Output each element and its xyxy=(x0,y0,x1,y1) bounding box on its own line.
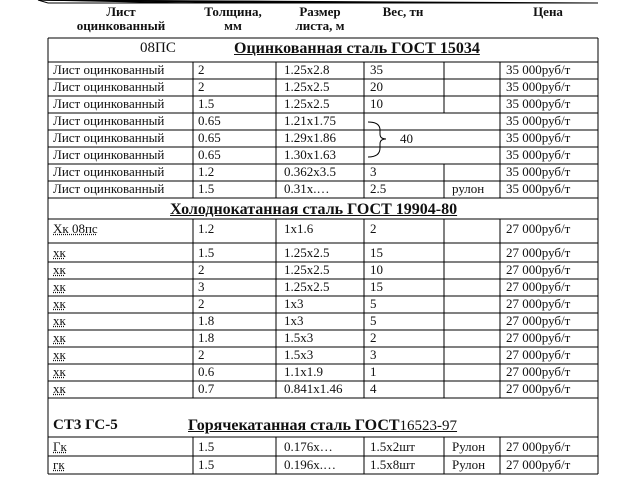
name-cell: Лист оцинкованный xyxy=(53,113,165,128)
size-cell: 0.176х… xyxy=(284,439,333,454)
thickness-cell: 0.65 xyxy=(198,130,221,145)
size-cell: 1.25x2.8 xyxy=(284,62,330,77)
weight-cell: 2 xyxy=(370,330,377,345)
weight-cell: 1.5х2шт xyxy=(370,439,415,454)
name-cell: Лист оцинкованный xyxy=(53,181,165,196)
price-cell: 27 000руб/т xyxy=(506,262,571,277)
weight-cell: 3 xyxy=(370,164,377,179)
weight-cell: 10 xyxy=(370,262,383,277)
price-cell: 27 000руб/т xyxy=(506,347,571,362)
thickness-cell: 0.65 xyxy=(198,113,221,128)
size-cell: 0.362x3.5 xyxy=(284,164,336,179)
size-cell: 1х1.6 xyxy=(284,221,314,236)
section-hot-rolled-title xyxy=(188,417,457,435)
name-cell: хк xyxy=(53,364,66,379)
weight-cell: 4 xyxy=(370,381,377,396)
thickness-cell: 1.5 xyxy=(198,439,215,454)
section-galvanized-grade: 08ПС xyxy=(140,40,176,56)
size-cell: 1х3 xyxy=(284,296,304,311)
price-cell: 35 000руб/т xyxy=(506,130,571,145)
size-cell: 1.1х1.9 xyxy=(284,364,323,379)
header-col-thickness xyxy=(194,5,272,33)
price-cell: 35 000руб/т xyxy=(506,164,571,179)
size-cell: 1х3 xyxy=(284,313,304,328)
header-col-size-line2: листа, м xyxy=(295,18,345,33)
header-col-size xyxy=(278,5,362,33)
note-cell: рулон xyxy=(452,181,485,196)
thickness-cell: 1.5 xyxy=(198,457,215,472)
size-cell: 1.5х3 xyxy=(284,347,314,362)
thickness-cell: 2 xyxy=(198,62,205,77)
size-cell: 1.25х2.5 xyxy=(284,245,330,260)
weight-cell: 3 xyxy=(370,347,377,362)
thickness-cell: 0.65 xyxy=(198,147,221,162)
weight-cell: 20 xyxy=(370,79,383,94)
weight-cell: 15 xyxy=(370,245,383,260)
name-cell: хк xyxy=(53,381,66,396)
header-col-name-line2: оцинкованный xyxy=(76,18,166,33)
price-cell: 35 000руб/т xyxy=(506,113,571,128)
name-cell: хк xyxy=(53,313,66,328)
thickness-cell: 2 xyxy=(198,262,205,277)
section-hot-rolled-title-std: 16523-97 xyxy=(399,418,458,434)
weight-cell: 10 xyxy=(370,96,383,111)
name-cell: хк xyxy=(53,347,66,362)
price-cell: 27 000руб/т xyxy=(506,457,571,472)
name-cell: Лист оцинкованный xyxy=(53,62,165,77)
thickness-cell: 1.5 xyxy=(198,181,215,196)
name-cell: Лист оцинкованный xyxy=(53,96,165,111)
name-cell: хк xyxy=(53,279,66,294)
weight-cell: 5 xyxy=(370,296,377,311)
name-cell: хк xyxy=(53,262,66,277)
price-cell: 27 000руб/т xyxy=(506,381,571,396)
name-cell: Лист оцинкованный xyxy=(53,164,165,179)
name-cell: хк xyxy=(53,296,66,311)
price-cell: 27 000руб/т xyxy=(506,364,571,379)
size-cell: 0.31x.… xyxy=(284,181,330,196)
section-hot-rolled-title-main: Горячекатанная сталь ГОСТ xyxy=(188,417,400,434)
header-col-name xyxy=(50,5,192,33)
price-cell: 27 000руб/т xyxy=(506,439,571,454)
price-cell: 27 000руб/т xyxy=(506,296,571,311)
thickness-cell: 2 xyxy=(198,347,205,362)
note-cell: Рулон xyxy=(452,439,486,454)
thickness-cell: 1.8 xyxy=(198,313,215,328)
thickness-cell: 1.2 xyxy=(198,221,215,236)
thickness-cell: 3 xyxy=(198,279,205,294)
weight-cell: 1.5х8шт xyxy=(370,457,415,472)
name-cell: хк xyxy=(53,245,66,260)
header-col-size-line1: Размер xyxy=(299,4,341,19)
thickness-cell: 1.2 xyxy=(198,164,215,179)
price-cell: 27 000руб/т xyxy=(506,313,571,328)
group-bracket-icon xyxy=(368,122,386,157)
size-cell: 1.25x2.5 xyxy=(284,79,330,94)
size-cell: 1.25x2.5 xyxy=(284,96,330,111)
price-cell: 27 000руб/т xyxy=(506,279,571,294)
name-cell: Гк xyxy=(53,439,67,454)
size-cell: 1.21x1.75 xyxy=(284,113,336,128)
thickness-cell: 1.8 xyxy=(198,330,215,345)
weight-cell: 5 xyxy=(370,313,377,328)
thickness-cell: 1.5 xyxy=(198,96,215,111)
price-cell: 27 000руб/т xyxy=(506,245,571,260)
name-cell: Хк 08пс xyxy=(53,221,98,236)
size-cell: 1.5х3 xyxy=(284,330,314,345)
size-cell: 0.841х1.46 xyxy=(284,381,343,396)
weight-cell: 35 xyxy=(370,62,383,77)
name-cell: хк xyxy=(53,330,66,345)
weight-cell: 2.5 xyxy=(370,181,387,196)
price-cell: 35 000руб/т xyxy=(506,181,571,196)
name-cell: Лист оцинкованный xyxy=(53,79,165,94)
header-col-thickness-line1: Толщина, xyxy=(204,4,262,19)
size-cell: 1.30x1.63 xyxy=(284,147,336,162)
weight-cell: 15 xyxy=(370,279,383,294)
price-cell: 35 000руб/т xyxy=(506,79,571,94)
thickness-cell: 2 xyxy=(198,296,205,311)
weight-cell: 2 xyxy=(370,221,377,236)
note-cell: Рулон xyxy=(452,457,486,472)
size-cell: 1.25х2.5 xyxy=(284,279,330,294)
thickness-cell: 0.6 xyxy=(198,364,215,379)
group-weight-value: 40 xyxy=(400,131,413,146)
price-cell: 35 000руб/т xyxy=(506,147,571,162)
size-cell: 0.196х.… xyxy=(284,457,336,472)
size-cell: 1.25х2.5 xyxy=(284,262,330,277)
header-col-thickness-line2: мм xyxy=(224,18,242,33)
price-cell: 35 000руб/т xyxy=(506,96,571,111)
header-col-name-line1: Лист xyxy=(106,4,136,19)
thickness-cell: 1.5 xyxy=(198,245,215,260)
section-cold-rolled-title: Холоднокатанная сталь ГОСТ 19904-80 xyxy=(170,201,458,218)
name-cell: Лист оцинкованный xyxy=(53,147,165,162)
price-cell: 35 000руб/т xyxy=(506,62,571,77)
header-col-weight: Вес, тн xyxy=(382,4,424,19)
size-cell: 1.29x1.86 xyxy=(284,130,336,145)
name-cell: гк xyxy=(53,457,65,472)
name-cell: Лист оцинкованный xyxy=(53,130,165,145)
section-hot-rolled-grade: СТ3 ГС-5 xyxy=(53,417,118,433)
header-col-price: Цена xyxy=(533,4,563,19)
price-cell: 27 000руб/т xyxy=(506,330,571,345)
thickness-cell: 0.7 xyxy=(198,381,215,396)
price-cell: 27 000руб/т xyxy=(506,221,571,236)
section-galvanized-title: Оцинкованная сталь ГОСТ 15034 xyxy=(234,40,480,57)
weight-cell: 1 xyxy=(370,364,377,379)
thickness-cell: 2 xyxy=(198,79,205,94)
